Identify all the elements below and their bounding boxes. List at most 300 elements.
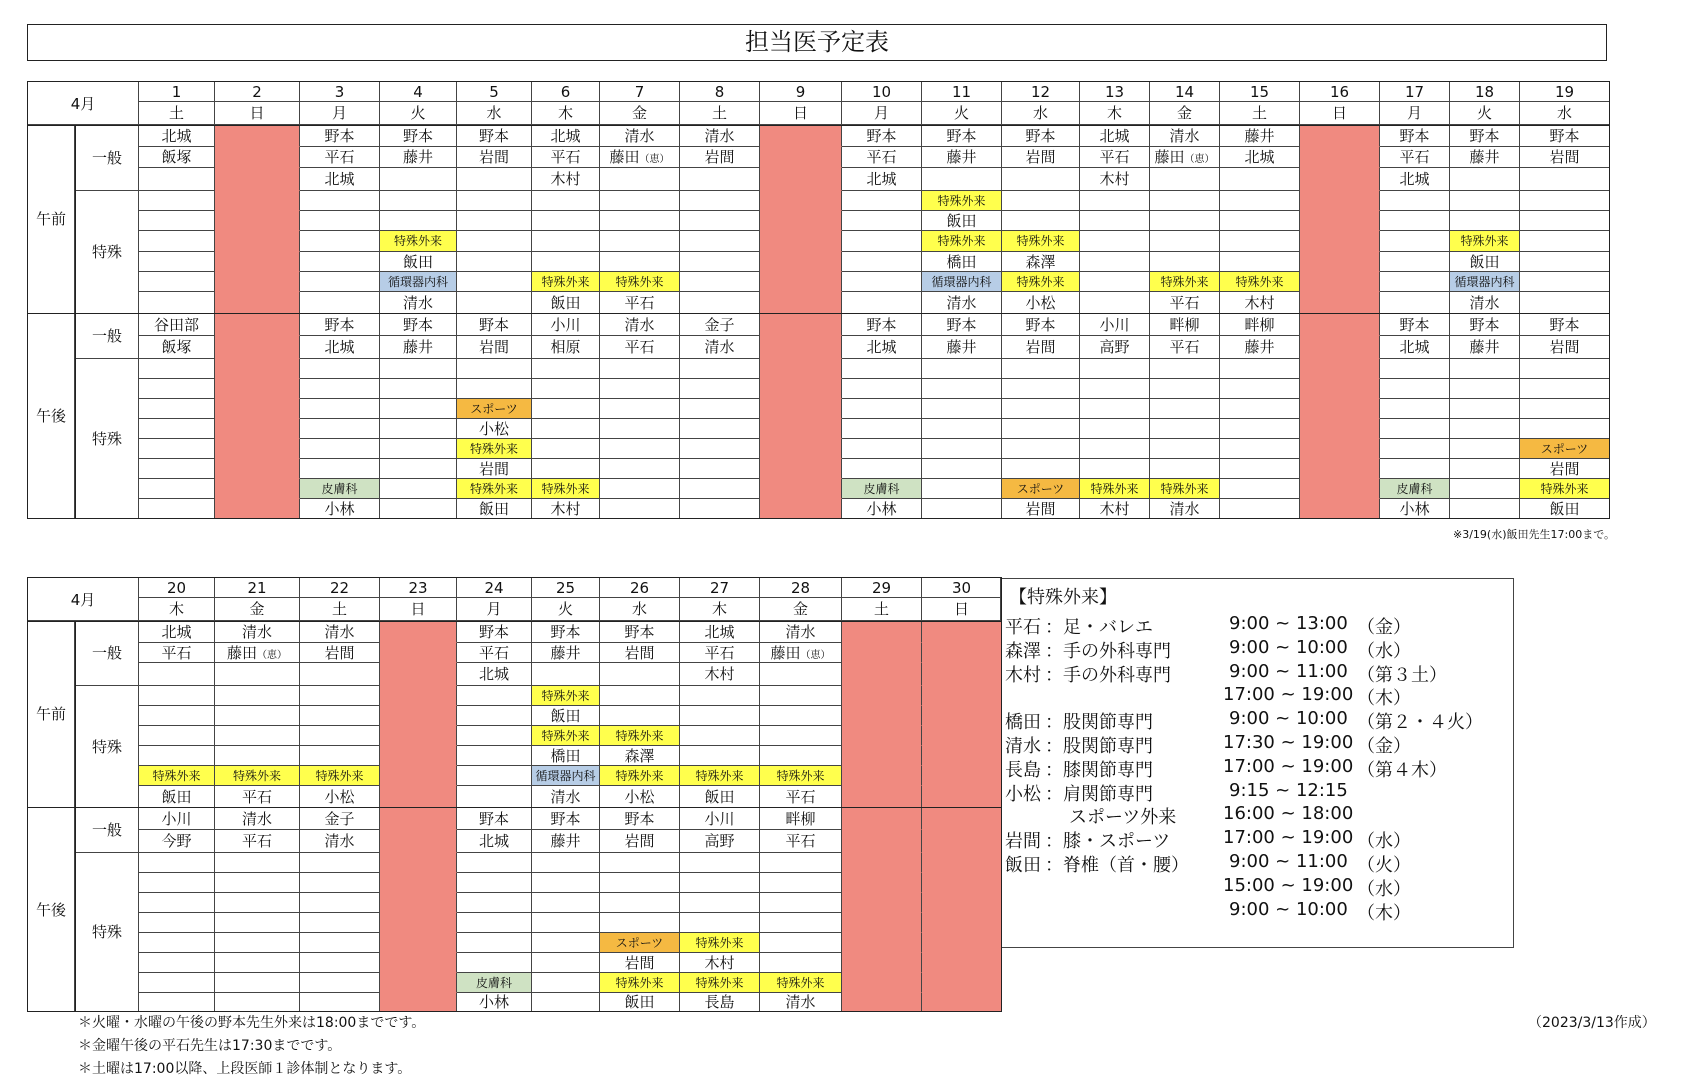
week2-am-special-cell[interactable] bbox=[380, 706, 457, 726]
week1-am-general-cell[interactable] bbox=[215, 168, 300, 191]
week1-am-special-cell[interactable]: 清水 bbox=[380, 292, 457, 314]
legend-time[interactable]: 9:00 ~ 10:00 bbox=[1229, 898, 1348, 920]
week2-pm-special-label[interactable]: 特殊 bbox=[75, 853, 139, 1012]
week2-am-special-cell[interactable] bbox=[300, 726, 380, 746]
week1-weekday[interactable]: 木 bbox=[532, 102, 600, 125]
week1-am-special-cell[interactable]: 平石 bbox=[600, 292, 680, 314]
week2-pm-general-cell[interactable]: 岩間 bbox=[600, 830, 680, 853]
week1-am-general-cell[interactable] bbox=[139, 168, 215, 191]
week2-am-general-cell[interactable] bbox=[300, 663, 380, 686]
week2-pm-special-cell[interactable] bbox=[139, 873, 215, 893]
week1-pm-special-cell[interactable] bbox=[842, 419, 922, 439]
week1-am-special-cell[interactable] bbox=[532, 211, 600, 231]
week2-am-special-cell[interactable]: 橋田 bbox=[532, 746, 600, 766]
week1-pm-special-cell[interactable] bbox=[600, 419, 680, 439]
week1-am-special-cell[interactable]: 循環器内科 bbox=[922, 272, 1002, 292]
week2-pm-general-cell[interactable]: 野本 bbox=[457, 808, 532, 830]
week1-am-special-cell[interactable] bbox=[1520, 231, 1610, 252]
week1-am-special-cell[interactable] bbox=[1520, 292, 1610, 314]
week1-am-special-cell[interactable] bbox=[1380, 292, 1450, 314]
week2-pm-special-cell[interactable] bbox=[922, 893, 1002, 913]
legend-doctor[interactable]: 岩間 bbox=[1005, 831, 1041, 853]
week1-am-special-cell[interactable] bbox=[760, 231, 842, 252]
week1-am-general-cell[interactable]: 平石 bbox=[532, 147, 600, 168]
week2-am-special-cell[interactable] bbox=[842, 706, 922, 726]
week1-am-general-cell[interactable] bbox=[600, 168, 680, 191]
legend-doctor[interactable]: 清水 bbox=[1005, 736, 1041, 757]
week2-am-general-cell[interactable]: 木村 bbox=[680, 663, 760, 686]
week2-am-special-cell[interactable] bbox=[380, 726, 457, 746]
week1-am-special-cell[interactable] bbox=[842, 252, 922, 272]
week2-pm-general-cell[interactable]: 藤井 bbox=[532, 830, 600, 853]
week1-pm-special-cell[interactable] bbox=[1450, 399, 1520, 419]
week1-am-general-cell[interactable] bbox=[680, 168, 760, 191]
legend-time[interactable]: 9:00 ~ 10:00 bbox=[1229, 636, 1348, 658]
week1-am-general-cell[interactable]: 平石 bbox=[1380, 147, 1450, 168]
week1-am-special-cell[interactable] bbox=[600, 231, 680, 252]
week2-am-special-cell[interactable] bbox=[380, 746, 457, 766]
week1-pm-special-cell[interactable] bbox=[380, 439, 457, 459]
week2-pm-special-cell[interactable] bbox=[922, 913, 1002, 933]
week1-am-general-cell[interactable]: 平石 bbox=[300, 147, 380, 168]
week2-am-special-cell[interactable] bbox=[922, 786, 1002, 808]
week1-pm-special-cell[interactable] bbox=[760, 499, 842, 519]
week1-pm-special-cell[interactable] bbox=[680, 439, 760, 459]
week1-am-special-cell[interactable]: 特殊外来 bbox=[922, 231, 1002, 252]
week2-date[interactable]: 23 bbox=[380, 577, 457, 598]
week2-pm-general-cell[interactable]: 平石 bbox=[760, 830, 842, 853]
week2-pm-special-cell[interactable] bbox=[922, 873, 1002, 893]
week1-pm-general-cell[interactable]: 畔柳 bbox=[1150, 314, 1220, 336]
week2-am-special-cell[interactable] bbox=[760, 706, 842, 726]
week2-pm-general-cell[interactable] bbox=[842, 808, 922, 830]
week1-pm-special-cell[interactable] bbox=[215, 499, 300, 519]
week1-am-general-cell[interactable]: 平石 bbox=[1080, 147, 1150, 168]
week1-pm-special-cell[interactable] bbox=[1300, 379, 1380, 399]
week1-pm-special-cell[interactable]: スポーツ bbox=[1520, 439, 1610, 459]
week1-am-special-cell[interactable] bbox=[139, 292, 215, 314]
week2-am-special-cell[interactable] bbox=[680, 726, 760, 746]
week2-pm-general-cell[interactable]: 北城 bbox=[457, 830, 532, 853]
week1-pm-general-label[interactable]: 一般 bbox=[75, 314, 139, 359]
week1-pm-special-cell[interactable]: 特殊外来 bbox=[532, 479, 600, 499]
week1-am-special-cell[interactable] bbox=[1080, 272, 1150, 292]
week2-weekday[interactable]: 火 bbox=[532, 598, 600, 621]
week1-am-special-cell[interactable]: 特殊外来 bbox=[600, 272, 680, 292]
week1-am-general-cell[interactable]: 藤井 bbox=[1450, 147, 1520, 168]
week1-weekday[interactable]: 水 bbox=[1002, 102, 1080, 125]
week1-am-general-cell[interactable] bbox=[1002, 168, 1080, 191]
week1-pm-special-cell[interactable] bbox=[922, 419, 1002, 439]
week1-pm-special-cell[interactable] bbox=[1450, 419, 1520, 439]
week1-weekday[interactable]: 日 bbox=[1300, 102, 1380, 125]
week2-pm-special-cell[interactable]: 小林 bbox=[457, 993, 532, 1012]
week1-pm-general-cell[interactable]: 平石 bbox=[600, 336, 680, 359]
week1-date[interactable]: 1 bbox=[139, 81, 215, 102]
week1-am-special-cell[interactable] bbox=[1380, 272, 1450, 292]
week2-am-special-cell[interactable]: 特殊外来 bbox=[215, 766, 300, 786]
week1-pm-special-cell[interactable] bbox=[1002, 379, 1080, 399]
week1-pm-special-cell[interactable] bbox=[300, 439, 380, 459]
week1-pm-special-cell[interactable] bbox=[922, 399, 1002, 419]
week1-am-special-cell[interactable] bbox=[842, 292, 922, 314]
week2-date[interactable]: 21 bbox=[215, 577, 300, 598]
week1-am-general-cell[interactable]: 北城 bbox=[139, 125, 215, 147]
legend-day[interactable]: （水） bbox=[1357, 640, 1411, 662]
week2-pm-special-cell[interactable] bbox=[680, 853, 760, 873]
week1-am-general-cell[interactable]: 岩間 bbox=[457, 147, 532, 168]
week1-weekday[interactable]: 火 bbox=[380, 102, 457, 125]
week1-pm-special-cell[interactable] bbox=[600, 379, 680, 399]
week1-pm-general-cell[interactable]: 小川 bbox=[1080, 314, 1150, 336]
week2-pm-special-cell[interactable] bbox=[600, 873, 680, 893]
week1-date[interactable]: 6 bbox=[532, 81, 600, 102]
week2-am-special-cell[interactable] bbox=[680, 706, 760, 726]
week1-pm-general-cell[interactable]: 藤井 bbox=[1220, 336, 1300, 359]
week1-pm-general-cell[interactable]: 谷田部 bbox=[139, 314, 215, 336]
week2-am-special-cell[interactable] bbox=[600, 686, 680, 706]
week1-weekday[interactable]: 月 bbox=[1380, 102, 1450, 125]
week1-am-special-cell[interactable]: 特殊外来 bbox=[1150, 272, 1220, 292]
week2-am-special-cell[interactable] bbox=[457, 746, 532, 766]
week1-pm-special-cell[interactable] bbox=[532, 439, 600, 459]
week1-pm-special-cell[interactable] bbox=[532, 459, 600, 479]
week1-pm-general-cell[interactable]: 藤井 bbox=[380, 336, 457, 359]
week2-am-general-cell[interactable]: 野本 bbox=[600, 621, 680, 643]
week1-date[interactable]: 14 bbox=[1150, 81, 1220, 102]
week1-pm-special-cell[interactable] bbox=[1520, 379, 1610, 399]
week2-pm-special-cell[interactable] bbox=[600, 853, 680, 873]
week1-am-special-cell[interactable] bbox=[1380, 252, 1450, 272]
week2-am-general-cell[interactable] bbox=[842, 621, 922, 643]
week2-pm-special-cell[interactable] bbox=[380, 873, 457, 893]
week2-pm-special-cell[interactable] bbox=[380, 953, 457, 973]
week1-pm-special-cell[interactable] bbox=[922, 439, 1002, 459]
week1-pm-special-cell[interactable]: 皮膚科 bbox=[1380, 479, 1450, 499]
week1-date[interactable]: 10 bbox=[842, 81, 922, 102]
week1-am-special-cell[interactable] bbox=[680, 191, 760, 211]
week2-pm-special-cell[interactable] bbox=[215, 893, 300, 913]
week2-am-special-cell[interactable]: 特殊外来 bbox=[532, 686, 600, 706]
week1-am-general-cell[interactable] bbox=[1300, 125, 1380, 147]
week2-pm-general-cell[interactable] bbox=[380, 808, 457, 830]
week1-am-special-cell[interactable] bbox=[1300, 231, 1380, 252]
week2-pm-special-cell[interactable] bbox=[842, 953, 922, 973]
week1-pm-general-cell[interactable]: 北城 bbox=[842, 336, 922, 359]
week2-am-special-cell[interactable] bbox=[760, 746, 842, 766]
week2-pm-special-cell[interactable] bbox=[215, 993, 300, 1012]
week1-weekday[interactable]: 火 bbox=[922, 102, 1002, 125]
week1-pm-special-cell[interactable] bbox=[842, 459, 922, 479]
week1-am-special-cell[interactable] bbox=[215, 191, 300, 211]
legend-specialty[interactable]: ：膝関節専門 bbox=[1045, 759, 1153, 781]
week2-date[interactable]: 29 bbox=[842, 577, 922, 598]
week2-date[interactable]: 26 bbox=[600, 577, 680, 598]
legend-specialty[interactable]: ：足・バレエ bbox=[1045, 617, 1153, 638]
week2-date[interactable]: 22 bbox=[300, 577, 380, 598]
week2-am-label[interactable]: 午前 bbox=[27, 621, 75, 808]
week1-am-special-cell[interactable]: 飯田 bbox=[1450, 252, 1520, 272]
week1-pm-special-cell[interactable] bbox=[1450, 499, 1520, 519]
week1-am-general-cell[interactable]: 野本 bbox=[1380, 125, 1450, 147]
week2-pm-special-cell[interactable] bbox=[300, 913, 380, 933]
week2-am-special-cell[interactable] bbox=[457, 686, 532, 706]
week2-am-general-cell[interactable]: 野本 bbox=[532, 621, 600, 643]
week1-pm-special-cell[interactable] bbox=[1380, 379, 1450, 399]
week1-am-general-cell[interactable] bbox=[760, 168, 842, 191]
legend-time[interactable]: 9:00 ~ 13:00 bbox=[1229, 613, 1348, 634]
week2-pm-special-cell[interactable]: 皮膚科 bbox=[457, 973, 532, 993]
week1-pm-special-cell[interactable] bbox=[680, 459, 760, 479]
legend-specialty[interactable]: ：肩関節専門 bbox=[1045, 783, 1153, 805]
week2-am-special-cell[interactable]: 特殊外来 bbox=[532, 726, 600, 746]
week1-am-special-cell[interactable]: 飯田 bbox=[380, 252, 457, 272]
week2-pm-special-cell[interactable] bbox=[680, 913, 760, 933]
week1-pm-special-cell[interactable]: 特殊外来 bbox=[457, 439, 532, 459]
week1-pm-special-cell[interactable] bbox=[139, 419, 215, 439]
week1-am-special-cell[interactable]: 小松 bbox=[1002, 292, 1080, 314]
week2-am-general-cell[interactable] bbox=[380, 621, 457, 643]
week1-pm-special-cell[interactable]: 小林 bbox=[842, 499, 922, 519]
week1-pm-general-cell[interactable]: 高野 bbox=[1080, 336, 1150, 359]
week1-pm-general-cell[interactable]: 金子 bbox=[680, 314, 760, 336]
week1-pm-special-cell[interactable] bbox=[760, 379, 842, 399]
week1-am-special-cell[interactable] bbox=[842, 211, 922, 231]
week1-am-special-cell[interactable] bbox=[1150, 231, 1220, 252]
week2-am-general-cell[interactable] bbox=[215, 663, 300, 686]
week2-am-general-cell[interactable] bbox=[922, 621, 1002, 643]
week2-pm-special-cell[interactable]: スポーツ bbox=[600, 933, 680, 953]
week1-am-special-cell[interactable] bbox=[139, 231, 215, 252]
week1-pm-special-cell[interactable] bbox=[1080, 359, 1150, 379]
week1-am-special-cell[interactable]: 飯田 bbox=[532, 292, 600, 314]
week1-pm-general-cell[interactable]: 野本 bbox=[1002, 314, 1080, 336]
week1-pm-special-cell[interactable] bbox=[600, 439, 680, 459]
legend-time[interactable]: 16:00 ~ 18:00 bbox=[1223, 803, 1354, 825]
week2-pm-general-cell[interactable]: 小川 bbox=[139, 808, 215, 830]
week2-am-special-cell[interactable] bbox=[842, 726, 922, 746]
week1-am-general-cell[interactable]: 岩間 bbox=[1520, 147, 1610, 168]
week1-am-special-cell[interactable] bbox=[680, 211, 760, 231]
week1-am-special-cell[interactable] bbox=[215, 211, 300, 231]
week1-pm-special-cell[interactable] bbox=[680, 499, 760, 519]
week1-pm-special-cell[interactable] bbox=[600, 399, 680, 419]
week1-pm-special-cell[interactable] bbox=[1300, 399, 1380, 419]
week1-am-label[interactable]: 午前 bbox=[27, 125, 75, 314]
week1-am-special-cell[interactable] bbox=[1150, 252, 1220, 272]
week1-am-special-cell[interactable] bbox=[532, 191, 600, 211]
week2-pm-special-cell[interactable] bbox=[922, 993, 1002, 1012]
week1-weekday[interactable]: 水 bbox=[457, 102, 532, 125]
week1-pm-general-cell[interactable]: 野本 bbox=[1520, 314, 1610, 336]
week2-am-special-cell[interactable] bbox=[922, 746, 1002, 766]
week2-am-special-cell[interactable] bbox=[380, 766, 457, 786]
week1-pm-special-cell[interactable]: 特殊外来 bbox=[1080, 479, 1150, 499]
week2-pm-special-cell[interactable] bbox=[139, 973, 215, 993]
week2-pm-general-cell[interactable] bbox=[380, 830, 457, 853]
week2-am-general-cell[interactable]: 平石 bbox=[457, 643, 532, 663]
week2-pm-special-cell[interactable] bbox=[922, 973, 1002, 993]
week1-date[interactable]: 3 bbox=[300, 81, 380, 102]
week1-pm-general-cell[interactable]: 岩間 bbox=[1002, 336, 1080, 359]
week1-am-special-cell[interactable] bbox=[300, 231, 380, 252]
legend-specialty[interactable]: ：手の外科専門 bbox=[1045, 640, 1171, 662]
week2-date[interactable]: 28 bbox=[760, 577, 842, 598]
week1-am-general-label[interactable]: 一般 bbox=[75, 125, 139, 191]
week1-am-special-cell[interactable] bbox=[457, 191, 532, 211]
week2-weekday[interactable]: 月 bbox=[457, 598, 532, 621]
legend-day[interactable]: （第３土） bbox=[1357, 664, 1447, 686]
week1-am-special-cell[interactable] bbox=[1220, 252, 1300, 272]
week2-am-special-cell[interactable] bbox=[215, 746, 300, 766]
week1-pm-special-cell[interactable] bbox=[1380, 459, 1450, 479]
week1-am-special-cell[interactable] bbox=[760, 211, 842, 231]
week1-pm-special-cell[interactable]: 小松 bbox=[457, 419, 532, 439]
week1-am-special-cell[interactable]: 特殊外来 bbox=[1002, 272, 1080, 292]
week2-pm-general-cell[interactable]: 畔柳 bbox=[760, 808, 842, 830]
week1-pm-special-cell[interactable] bbox=[139, 399, 215, 419]
week1-am-special-cell[interactable] bbox=[139, 272, 215, 292]
week1-am-special-cell[interactable]: 橋田 bbox=[922, 252, 1002, 272]
week2-pm-special-cell[interactable] bbox=[457, 853, 532, 873]
week1-pm-special-cell[interactable] bbox=[1300, 459, 1380, 479]
week2-am-special-cell[interactable]: 特殊外来 bbox=[600, 726, 680, 746]
week2-pm-special-cell[interactable] bbox=[380, 973, 457, 993]
week1-am-special-cell[interactable] bbox=[680, 231, 760, 252]
week1-pm-special-cell[interactable]: 特殊外来 bbox=[1150, 479, 1220, 499]
week1-am-general-cell[interactable]: 藤田（恵） bbox=[1150, 147, 1220, 168]
week2-am-special-cell[interactable]: 小松 bbox=[300, 786, 380, 808]
week2-am-general-label[interactable]: 一般 bbox=[75, 621, 139, 686]
week1-pm-special-cell[interactable]: 木村 bbox=[532, 499, 600, 519]
week1-am-special-cell[interactable] bbox=[1080, 231, 1150, 252]
week1-pm-special-cell[interactable] bbox=[139, 459, 215, 479]
week1-pm-special-cell[interactable] bbox=[1380, 399, 1450, 419]
week2-am-special-cell[interactable]: 特殊外来 bbox=[300, 766, 380, 786]
week2-pm-special-cell[interactable] bbox=[300, 893, 380, 913]
week1-pm-special-cell[interactable] bbox=[922, 479, 1002, 499]
week1-pm-special-cell[interactable] bbox=[457, 379, 532, 399]
week2-am-special-cell[interactable] bbox=[300, 706, 380, 726]
week1-date[interactable]: 8 bbox=[680, 81, 760, 102]
week1-am-special-cell[interactable] bbox=[457, 211, 532, 231]
week1-pm-special-cell[interactable] bbox=[380, 419, 457, 439]
week2-am-general-cell[interactable]: 北城 bbox=[457, 663, 532, 686]
week1-am-general-cell[interactable] bbox=[1300, 147, 1380, 168]
week1-pm-special-cell[interactable] bbox=[760, 479, 842, 499]
legend-doctor[interactable]: 飯田 bbox=[1005, 855, 1041, 876]
week1-pm-special-cell[interactable] bbox=[1450, 379, 1520, 399]
week1-pm-special-cell[interactable] bbox=[600, 459, 680, 479]
week2-weekday[interactable]: 水 bbox=[600, 598, 680, 621]
week1-am-special-cell[interactable] bbox=[300, 272, 380, 292]
week1-pm-general-cell[interactable]: 清水 bbox=[680, 336, 760, 359]
week2-date[interactable]: 24 bbox=[457, 577, 532, 598]
week2-pm-special-cell[interactable] bbox=[532, 933, 600, 953]
week1-pm-special-cell[interactable] bbox=[600, 359, 680, 379]
week1-weekday[interactable]: 木 bbox=[1080, 102, 1150, 125]
week1-am-special-cell[interactable] bbox=[842, 191, 922, 211]
week1-pm-special-cell[interactable] bbox=[380, 379, 457, 399]
week1-pm-special-cell[interactable]: 特殊外来 bbox=[457, 479, 532, 499]
week2-pm-special-cell[interactable] bbox=[600, 913, 680, 933]
week1-pm-special-cell[interactable] bbox=[1150, 399, 1220, 419]
legend-doctor[interactable]: 木村 bbox=[1005, 664, 1041, 686]
week1-am-special-cell[interactable] bbox=[760, 252, 842, 272]
week1-pm-label[interactable]: 午後 bbox=[27, 314, 75, 519]
week1-am-general-cell[interactable]: 野本 bbox=[380, 125, 457, 147]
week2-am-special-cell[interactable] bbox=[215, 726, 300, 746]
week1-am-special-cell[interactable] bbox=[1520, 252, 1610, 272]
week1-pm-special-cell[interactable]: 岩間 bbox=[1520, 459, 1610, 479]
week1-pm-special-cell[interactable] bbox=[1002, 459, 1080, 479]
week1-pm-general-cell[interactable] bbox=[1300, 336, 1380, 359]
week1-am-special-cell[interactable] bbox=[300, 211, 380, 231]
week1-pm-special-cell[interactable] bbox=[1220, 399, 1300, 419]
week1-am-special-cell[interactable] bbox=[680, 272, 760, 292]
week1-am-general-cell[interactable] bbox=[760, 125, 842, 147]
week1-am-special-cell[interactable] bbox=[1150, 211, 1220, 231]
week1-pm-general-cell[interactable] bbox=[215, 336, 300, 359]
week1-am-special-cell[interactable] bbox=[1380, 211, 1450, 231]
week2-pm-special-cell[interactable] bbox=[760, 913, 842, 933]
week2-am-general-cell[interactable]: 清水 bbox=[215, 621, 300, 643]
week1-pm-special-cell[interactable] bbox=[300, 379, 380, 399]
week2-pm-general-cell[interactable]: 高野 bbox=[680, 830, 760, 853]
week2-pm-special-cell[interactable] bbox=[300, 993, 380, 1012]
week1-pm-special-cell[interactable] bbox=[1002, 399, 1080, 419]
week1-pm-special-cell[interactable] bbox=[1300, 499, 1380, 519]
week1-am-general-cell[interactable]: 野本 bbox=[300, 125, 380, 147]
week1-pm-special-cell[interactable] bbox=[1220, 439, 1300, 459]
week2-weekday[interactable]: 金 bbox=[760, 598, 842, 621]
week1-am-special-cell[interactable] bbox=[680, 292, 760, 314]
week2-am-general-cell[interactable] bbox=[380, 643, 457, 663]
week1-pm-special-cell[interactable]: 特殊外来 bbox=[1520, 479, 1610, 499]
week2-am-general-cell[interactable]: 平石 bbox=[680, 643, 760, 663]
legend-doctor[interactable]: 小松 bbox=[1005, 783, 1041, 805]
week2-am-special-cell[interactable] bbox=[300, 746, 380, 766]
week2-am-general-cell[interactable] bbox=[760, 663, 842, 686]
week2-am-special-cell[interactable]: 特殊外来 bbox=[600, 766, 680, 786]
week1-pm-special-cell[interactable]: 皮膚科 bbox=[300, 479, 380, 499]
week2-pm-special-cell[interactable] bbox=[215, 953, 300, 973]
week1-pm-special-cell[interactable] bbox=[1150, 359, 1220, 379]
week2-am-special-cell[interactable] bbox=[842, 686, 922, 706]
week2-pm-special-cell[interactable] bbox=[532, 953, 600, 973]
week1-pm-special-cell[interactable] bbox=[532, 379, 600, 399]
legend-day[interactable]: （金） bbox=[1357, 617, 1411, 638]
week1-pm-special-cell[interactable] bbox=[1450, 479, 1520, 499]
week1-pm-special-cell[interactable] bbox=[1150, 459, 1220, 479]
week1-pm-special-cell[interactable] bbox=[215, 379, 300, 399]
week1-am-special-cell[interactable] bbox=[1220, 191, 1300, 211]
week1-am-general-cell[interactable]: 木村 bbox=[532, 168, 600, 191]
week1-pm-special-cell[interactable] bbox=[300, 459, 380, 479]
week1-pm-special-cell[interactable] bbox=[1220, 419, 1300, 439]
week1-pm-special-cell[interactable]: 飯田 bbox=[1520, 499, 1610, 519]
week2-pm-general-cell[interactable]: 今野 bbox=[139, 830, 215, 853]
week1-am-general-cell[interactable]: 野本 bbox=[457, 125, 532, 147]
week2-am-special-cell[interactable]: 特殊外来 bbox=[760, 766, 842, 786]
week2-pm-special-cell[interactable] bbox=[215, 913, 300, 933]
week1-pm-special-cell[interactable]: 岩間 bbox=[1002, 499, 1080, 519]
week1-pm-special-cell[interactable] bbox=[1300, 479, 1380, 499]
week2-pm-special-cell[interactable] bbox=[760, 853, 842, 873]
week1-weekday[interactable]: 水 bbox=[1520, 102, 1610, 125]
week1-pm-general-cell[interactable]: 小川 bbox=[532, 314, 600, 336]
week2-am-special-cell[interactable] bbox=[922, 686, 1002, 706]
